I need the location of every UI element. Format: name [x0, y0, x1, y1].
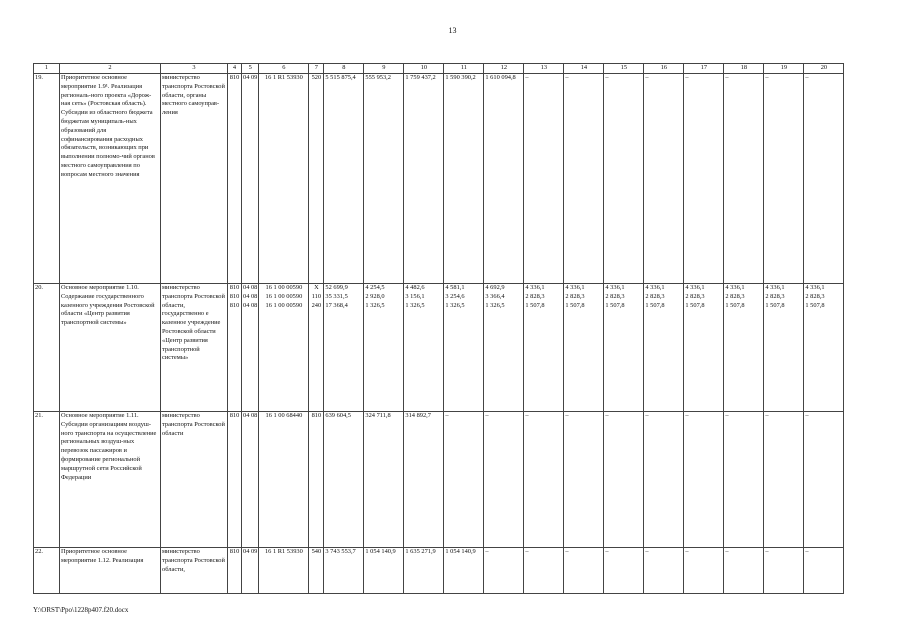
value-cell — [524, 74, 564, 284]
value-line: 810 — [229, 284, 240, 291]
value-line: 52 699,9 — [325, 284, 348, 291]
column-number-row — [34, 64, 844, 74]
value-cell — [444, 74, 484, 284]
value-cell — [484, 284, 524, 412]
value-line: 2 828,3 — [605, 292, 625, 300]
value-cell — [404, 284, 444, 412]
value-line: 4 336,1 — [525, 284, 545, 291]
column-number-cell: 8 — [324, 64, 364, 74]
row-number: 21. — [34, 412, 60, 548]
value-cell — [242, 548, 259, 594]
value-cell — [764, 284, 804, 412]
value-line: 1 507,8 — [805, 301, 825, 309]
value-line: 520 — [311, 74, 322, 81]
executor: министерство транспорта Ростовской области, государственно е казенное учреждение Ростовской области «Центр развития транспортной системы» — [161, 284, 228, 412]
value-line: 1 610 094,8 — [485, 74, 516, 81]
value-cell — [764, 74, 804, 284]
value-cell — [259, 548, 309, 594]
value-line: 17 368,4 — [325, 301, 348, 309]
value-cell — [404, 548, 444, 594]
value-line: – — [725, 548, 729, 555]
value-line: 4 482,6 — [405, 284, 425, 291]
value-cell — [724, 412, 764, 548]
value-line: 810 — [229, 74, 240, 81]
value-line: – — [765, 412, 769, 419]
value-cell — [309, 74, 324, 284]
value-line: – — [685, 548, 689, 555]
value-line: 4 336,1 — [805, 284, 825, 291]
column-number-cell: 16 — [644, 64, 684, 74]
value-line: 4 336,1 — [605, 284, 625, 291]
value-line: 2 828,3 — [525, 292, 545, 300]
value-line: 3 156,1 — [405, 292, 425, 300]
value-line: – — [645, 74, 649, 81]
value-cell — [404, 412, 444, 548]
value-line: – — [485, 548, 489, 555]
value-cell — [324, 74, 364, 284]
value-line: 16 1 00 00590 — [265, 301, 303, 309]
value-line: 1 507,8 — [605, 301, 625, 309]
value-line: – — [645, 412, 649, 419]
value-cell — [242, 74, 259, 284]
value-line: – — [645, 548, 649, 555]
value-line: 2 828,3 — [565, 292, 585, 300]
column-number-cell: 19 — [764, 64, 804, 74]
value-cell — [604, 284, 644, 412]
value-line: 240 — [311, 301, 322, 309]
value-line: 16 1 00 68440 — [265, 412, 303, 419]
value-cell — [724, 284, 764, 412]
column-number-cell: 9 — [364, 64, 404, 74]
value-line: – — [525, 412, 529, 419]
value-line: 4 336,1 — [725, 284, 745, 291]
value-line: – — [765, 74, 769, 81]
value-cell — [564, 548, 604, 594]
value-line: 2 928,0 — [365, 292, 385, 300]
value-line: 04 08 — [243, 301, 258, 309]
measure-name: Приоритетное основное мероприятие 1.12. Реализация — [60, 548, 161, 594]
value-line: – — [605, 74, 609, 81]
column-number-cell: 18 — [724, 64, 764, 74]
value-line: 810 — [229, 548, 240, 555]
value-line: 1 326,5 — [365, 301, 385, 309]
table-row — [34, 548, 844, 594]
value-line: – — [565, 74, 569, 81]
value-line: 1 054 140,9 — [365, 548, 396, 555]
value-line: 639 604,5 — [325, 412, 351, 419]
value-cell — [259, 412, 309, 548]
value-line: 4 336,1 — [565, 284, 585, 291]
column-number-cell: 6 — [259, 64, 309, 74]
value-cell — [364, 284, 404, 412]
value-cell — [524, 284, 564, 412]
column-number-cell: 14 — [564, 64, 604, 74]
value-line: 2 828,3 — [805, 292, 825, 300]
value-line: 1 326,5 — [405, 301, 425, 309]
value-cell — [364, 412, 404, 548]
value-line: 4 336,1 — [685, 284, 705, 291]
value-line: 1 759 437,2 — [405, 74, 436, 81]
value-line: 5 515 875,4 — [325, 74, 356, 81]
value-line: 810 — [229, 301, 240, 309]
value-line: – — [725, 412, 729, 419]
value-line: – — [565, 412, 569, 419]
value-line: 04 08 — [243, 292, 258, 300]
column-number-cell: 12 — [484, 64, 524, 74]
value-line: – — [445, 412, 449, 419]
value-cell — [724, 548, 764, 594]
value-line: 3 743 553,7 — [325, 548, 356, 555]
value-line: 1 507,8 — [565, 301, 585, 309]
value-line: 1 326,5 — [485, 301, 505, 309]
value-cell — [804, 548, 844, 594]
value-line: 16 1 R1 53930 — [264, 548, 303, 555]
value-line: – — [685, 412, 689, 419]
value-cell — [804, 74, 844, 284]
value-line: Х — [314, 284, 319, 291]
value-line: 810 — [229, 412, 240, 419]
value-line: – — [605, 412, 609, 419]
value-line: 3 254,6 — [445, 292, 465, 300]
measure-name: Приоритетное основное мероприятие 1.9¹. Реализация региональ-ного проекта «Дорож-ная сеть» (Ростовская область). Субсидии из областного бюджета бюджетам муниципаль-ных образований для софинансирования расходных обязательств, возникающих при выполнении полномо-чий органов местного самоуправления по вопросам местного значения — [60, 74, 161, 284]
value-cell — [644, 548, 684, 594]
value-cell — [804, 412, 844, 548]
executor: министерство транспорта Ростовской области, органы местного самоуправ-ления — [161, 74, 228, 284]
value-line: – — [485, 412, 489, 419]
value-line: 324 711,8 — [365, 412, 391, 419]
value-cell — [228, 284, 242, 412]
value-cell — [228, 74, 242, 284]
value-line: – — [725, 74, 729, 81]
value-cell — [324, 284, 364, 412]
value-cell — [804, 284, 844, 412]
measure-name: Основное мероприятие 1.11. Субсидии организациям воздуш-ного транспорта на осуществление региональных воздуш-ных перевозок пассажиров и формирование региональной маршрутной сети Российской Федерации — [60, 412, 161, 548]
value-cell — [604, 412, 644, 548]
executor: министерство транспорта Ростовской области — [161, 412, 228, 548]
page-number: 13 — [448, 26, 457, 35]
value-line: 04 08 — [243, 284, 258, 291]
value-cell — [324, 412, 364, 548]
budget-table — [33, 63, 844, 594]
column-number-cell: 17 — [684, 64, 724, 74]
value-line: 04 09 — [243, 74, 258, 81]
value-cell — [242, 284, 259, 412]
value-cell — [484, 412, 524, 548]
value-cell — [684, 412, 724, 548]
value-line: 110 — [311, 292, 322, 300]
value-line: – — [805, 74, 809, 81]
value-line: – — [605, 548, 609, 555]
value-line: – — [805, 412, 809, 419]
value-cell — [764, 412, 804, 548]
value-line: 4 254,5 — [365, 284, 385, 291]
column-number-cell: 15 — [604, 64, 644, 74]
value-line: 16 1 00 00590 — [265, 292, 303, 300]
value-line: 2 828,3 — [765, 292, 785, 300]
row-number: 20. — [34, 284, 60, 412]
row-number: 19. — [34, 74, 60, 284]
row-number: 22. — [34, 548, 60, 594]
value-cell — [324, 548, 364, 594]
column-number-cell: 4 — [228, 64, 242, 74]
value-line: 1 507,8 — [525, 301, 545, 309]
value-line: 2 828,3 — [725, 292, 745, 300]
column-number-cell: 2 — [60, 64, 161, 74]
value-line: – — [525, 74, 529, 81]
value-cell — [484, 548, 524, 594]
value-cell — [444, 284, 484, 412]
value-line: 1 590 390,2 — [445, 74, 476, 81]
value-line: 3 366,4 — [485, 292, 505, 300]
value-line: 4 581,1 — [445, 284, 465, 291]
value-cell — [604, 74, 644, 284]
value-cell — [259, 284, 309, 412]
value-cell — [228, 412, 242, 548]
value-line: 35 331,5 — [325, 292, 348, 300]
value-cell — [764, 548, 804, 594]
value-cell — [364, 548, 404, 594]
value-line: 1 507,8 — [685, 301, 705, 309]
table-row — [34, 412, 844, 548]
value-cell — [684, 284, 724, 412]
value-cell — [242, 412, 259, 548]
file-path-footer: Y:\ORST\Ppo\1228p407.f20.docx — [33, 606, 129, 614]
executor: министерство транспорта Ростовской области, — [161, 548, 228, 594]
value-line: 2 828,3 — [685, 292, 705, 300]
column-number-cell: 10 — [404, 64, 444, 74]
value-cell — [259, 74, 309, 284]
value-line: 1 054 140,9 — [445, 548, 476, 555]
value-cell — [564, 284, 604, 412]
value-line: 540 — [311, 548, 322, 555]
value-cell — [524, 548, 564, 594]
value-line: – — [565, 548, 569, 555]
value-cell — [228, 548, 242, 594]
value-line: – — [525, 548, 529, 555]
value-line: 4 692,9 — [485, 284, 505, 291]
value-line: 810 — [311, 412, 322, 419]
value-line: 555 953,2 — [365, 74, 391, 81]
value-line: 4 336,1 — [645, 284, 665, 291]
value-line: 2 828,3 — [645, 292, 665, 300]
value-cell — [644, 412, 684, 548]
value-line: – — [805, 548, 809, 555]
value-cell — [604, 548, 644, 594]
column-number-cell: 3 — [161, 64, 228, 74]
table-row — [34, 74, 844, 284]
value-line: 04 09 — [243, 548, 258, 555]
column-number-cell: 20 — [804, 64, 844, 74]
value-cell — [684, 74, 724, 284]
column-number-cell: 11 — [444, 64, 484, 74]
value-line: 810 — [229, 292, 240, 300]
value-cell — [524, 412, 564, 548]
value-cell — [564, 74, 604, 284]
value-line: 1 326,5 — [445, 301, 465, 309]
value-cell — [309, 284, 324, 412]
column-number-cell: 7 — [309, 64, 324, 74]
value-cell — [724, 74, 764, 284]
value-cell — [404, 74, 444, 284]
value-line: 1 507,8 — [765, 301, 785, 309]
value-cell — [684, 548, 724, 594]
column-number-cell: 13 — [524, 64, 564, 74]
value-cell — [444, 412, 484, 548]
value-cell — [484, 74, 524, 284]
value-cell — [644, 74, 684, 284]
value-line: 1 635 271,9 — [405, 548, 436, 555]
column-number-cell: 5 — [242, 64, 259, 74]
value-cell — [564, 412, 604, 548]
measure-name: Основное мероприятие 1.10. Содержание государственного казенного учреждения Ростовской области «Центр развития транспортной системы» — [60, 284, 161, 412]
value-cell — [644, 284, 684, 412]
value-line: 1 507,8 — [645, 301, 665, 309]
value-cell — [309, 412, 324, 548]
table-row — [34, 284, 844, 412]
value-line: 4 336,1 — [765, 284, 785, 291]
column-number-cell: 1 — [34, 64, 60, 74]
value-cell — [444, 548, 484, 594]
value-line: 1 507,8 — [725, 301, 745, 309]
value-line: – — [765, 548, 769, 555]
value-cell — [309, 548, 324, 594]
value-line: 16 1 R1 53930 — [264, 74, 303, 81]
value-line: 16 1 00 00590 — [265, 284, 303, 291]
value-line: 04 08 — [243, 412, 258, 419]
value-line: – — [685, 74, 689, 81]
value-cell — [364, 74, 404, 284]
value-line: 314 892,7 — [405, 412, 431, 419]
